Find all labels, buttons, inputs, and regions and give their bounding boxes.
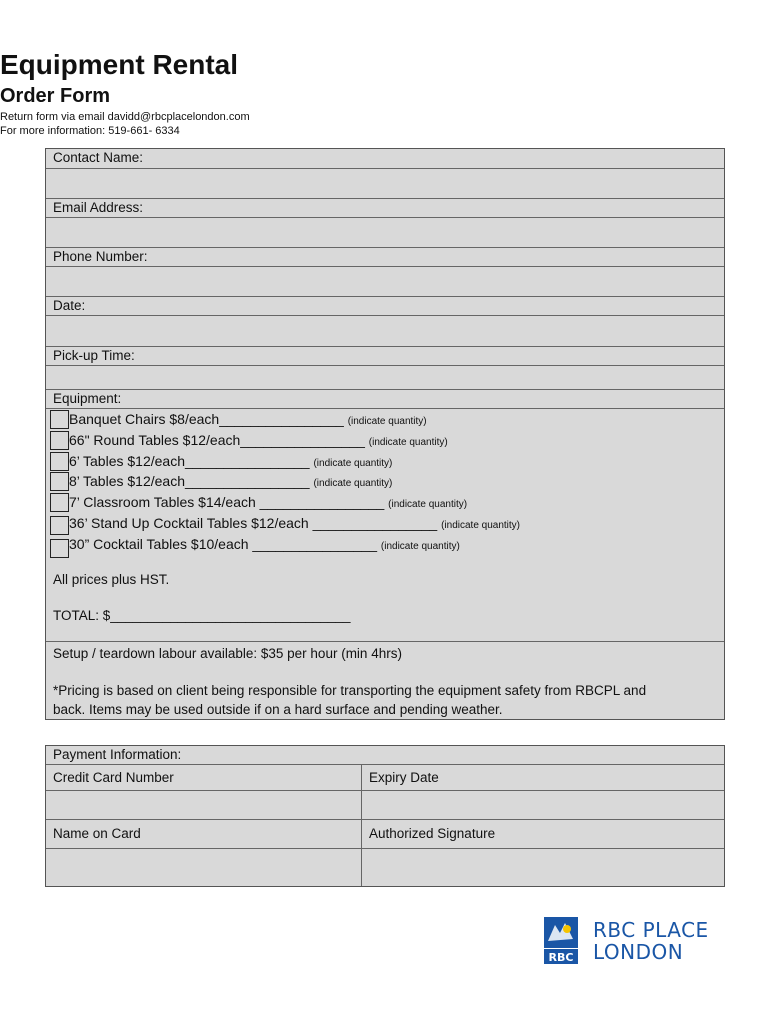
checkbox[interactable] xyxy=(50,452,69,471)
contact-name-field[interactable] xyxy=(46,168,724,199)
prices-note: All prices plus HST. xyxy=(53,572,170,587)
page-subtitle: Order Form xyxy=(0,85,111,107)
email-label: Email Address: xyxy=(46,198,724,217)
pickup-time-label: Pick-up Time: xyxy=(46,346,724,365)
checkbox[interactable] xyxy=(50,539,69,558)
name-on-card-field[interactable] xyxy=(46,849,361,886)
checkbox[interactable] xyxy=(50,493,69,512)
logo-badge-text: RBC xyxy=(548,951,574,964)
pricing-note-line1: *Pricing is based on client being responsible for transporting the equipment safety from RBCPL and xyxy=(53,683,647,698)
labour-note: Setup / teardown labour available: $35 per hour (min 4hrs) xyxy=(53,646,402,661)
total-field[interactable]: TOTAL: $________________________________ xyxy=(53,608,351,623)
quantity-hint: (indicate quantity) xyxy=(313,458,393,469)
page-title: Equipment Rental xyxy=(0,49,239,80)
order-form xyxy=(45,148,725,720)
rbc-place-logo xyxy=(543,917,723,967)
email-field[interactable] xyxy=(46,217,724,248)
pickup-time-field[interactable] xyxy=(46,365,724,390)
phone-label: Phone Number: xyxy=(46,247,724,266)
item-label: 6’ Tables $12/each________________ xyxy=(69,453,310,469)
credit-card-number-field[interactable] xyxy=(46,791,361,819)
quantity-hint: (indicate quantity) xyxy=(441,520,521,531)
logo-line2: LONDON xyxy=(593,940,684,964)
quantity-hint: (indicate quantity) xyxy=(313,478,393,489)
date-field[interactable] xyxy=(46,315,724,347)
return-instructions: Return form via email davidd@rbcplacelondon.com xyxy=(0,111,250,123)
equipment-label: Equipment: xyxy=(46,389,724,408)
item-label: 36’ Stand Up Cocktail Tables $12/each ________________ xyxy=(69,515,438,531)
date-label: Date: xyxy=(46,296,724,315)
authorized-signature-field[interactable] xyxy=(362,849,724,886)
checkbox[interactable] xyxy=(50,431,69,450)
item-label: Banquet Chairs $8/each________________ xyxy=(69,411,344,427)
payment-heading: Payment Information: xyxy=(53,747,182,762)
item-label: 66" Round Tables $12/each________________ xyxy=(69,432,365,448)
quantity-hint: (indicate quantity) xyxy=(380,541,460,552)
checkbox[interactable] xyxy=(50,472,69,491)
rbc-shield-icon xyxy=(543,917,581,965)
expiry-date-field[interactable] xyxy=(362,791,724,819)
equipment-item-banquet-chairs xyxy=(46,410,724,430)
logo-line1: RBC PLACE xyxy=(593,918,709,942)
expiry-date-label: Expiry Date xyxy=(369,770,439,785)
equipment-item-8ft-tables xyxy=(46,472,724,492)
contact-name-label: Contact Name: xyxy=(53,150,144,165)
checkbox[interactable] xyxy=(50,410,69,429)
credit-card-number-label: Credit Card Number xyxy=(53,770,174,785)
name-on-card-label: Name on Card xyxy=(53,826,141,841)
equipment-item-cocktail-tables-36 xyxy=(46,514,724,534)
checkbox[interactable] xyxy=(50,516,69,535)
item-label: 8’ Tables $12/each________________ xyxy=(69,473,310,489)
equipment-item-round-tables xyxy=(46,431,724,451)
quantity-hint: (indicate quantity) xyxy=(368,437,448,448)
phone-field[interactable] xyxy=(46,266,724,297)
quantity-hint: (indicate quantity) xyxy=(388,499,468,510)
payment-section xyxy=(45,745,725,887)
item-label: 30” Cocktail Tables $10/each ________________ xyxy=(69,536,377,552)
equipment-item-classroom-tables xyxy=(46,493,724,513)
item-label: 7’ Classroom Tables $14/each ________________ xyxy=(69,494,385,510)
contact-info: For more information: 519-661- 6334 xyxy=(0,125,180,137)
authorized-signature-label: Authorized Signature xyxy=(369,826,496,841)
quantity-hint: (indicate quantity) xyxy=(347,416,427,427)
pricing-note-line2: back. Items may be used outside if on a hard surface and pending weather. xyxy=(53,702,503,717)
equipment-item-cocktail-tables-30 xyxy=(46,535,724,555)
equipment-item-6ft-tables xyxy=(46,452,724,472)
